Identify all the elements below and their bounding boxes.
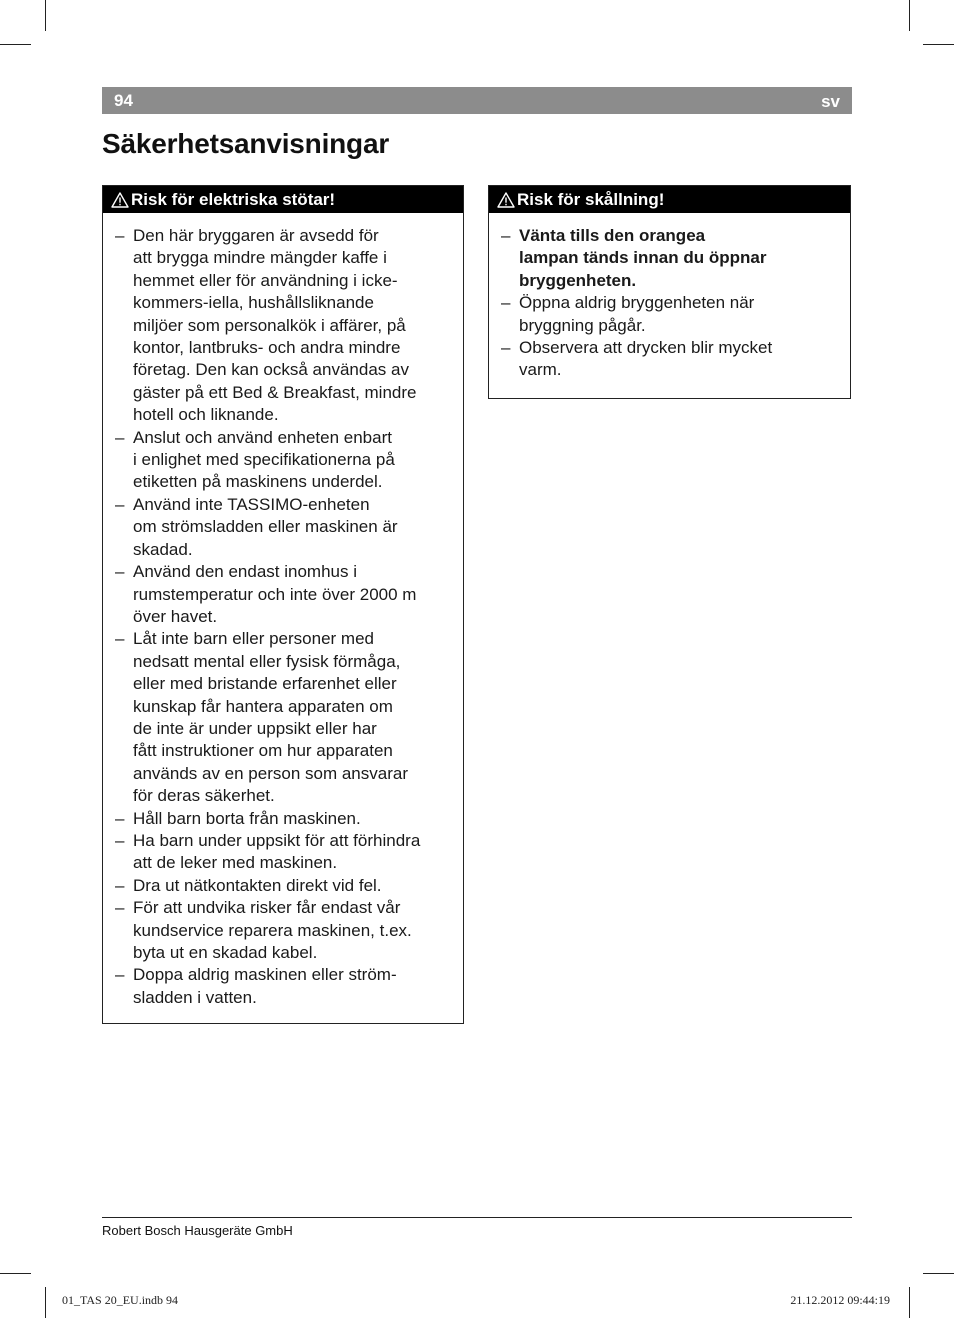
- list-item-text: Dra ut nätkontakten direkt vid fel.: [133, 875, 382, 895]
- page-title: Säkerhetsanvisningar: [102, 128, 390, 159]
- list-item-text: Doppa aldrig maskinen eller ström- sladden i vatten.: [133, 965, 397, 1007]
- bullet-dash: –: [115, 562, 125, 582]
- crop-mark: [45, 1287, 46, 1318]
- crop-mark: [45, 0, 46, 31]
- bullet-dash: –: [115, 226, 125, 245]
- warning-list: [103, 213, 463, 1009]
- footer-divider: [102, 1217, 852, 1218]
- list-item-text: Använd den endast inomhus i rumstemperatur och inte över 2000 m över havet.: [133, 562, 417, 626]
- warning-box-heading: [103, 186, 463, 213]
- list-item: [115, 494, 453, 561]
- footer-company: Robert Bosch Hausgeräte GmbH: [102, 1223, 293, 1238]
- warning-list: [489, 213, 850, 382]
- language-code: sv: [821, 92, 840, 111]
- bullet-dash: –: [115, 898, 125, 918]
- print-file-info: 01_TAS 20_EU.indb 94: [62, 1293, 179, 1307]
- bullet-dash: –: [115, 427, 125, 447]
- bullet-dash: –: [501, 293, 511, 313]
- list-item: [115, 427, 453, 494]
- warning-box-electric-shock: [102, 185, 464, 1024]
- list-item-text: Ha barn under uppsikt för att förhindra att de leker med maskinen.: [133, 830, 421, 873]
- crop-mark: [0, 44, 31, 45]
- bullet-dash: –: [501, 226, 511, 245]
- crop-mark: [909, 1287, 910, 1318]
- list-item: [115, 628, 453, 807]
- list-item: [115, 897, 453, 964]
- page-number: 94: [114, 91, 133, 110]
- list-item: [115, 225, 453, 427]
- bullet-dash: –: [115, 808, 125, 828]
- list-item-text: Använd inte TASSIMO-enheten om strömsladden eller maskinen är skadad.: [133, 494, 398, 559]
- list-item: [115, 830, 453, 875]
- warning-heading-text: Risk för elektriska stötar!: [131, 190, 336, 209]
- crop-mark: [923, 1273, 954, 1274]
- bullet-dash: –: [115, 965, 125, 985]
- list-item: [501, 225, 840, 292]
- print-date-info: 21.12.2012 09:44:19: [790, 1293, 890, 1307]
- list-item-text: Den här bryggaren är avsedd för att brygga mindre mängder kaffe i hemmet eller för användning i icke- kommers-iella, hushållsliknande miljöer som personalkök i affärer, på kontor, lantbruks- och andra mindre företag. Den kan också användas av gäster på ett Bed & Breakfast, mindre hotell och liknande.: [133, 226, 417, 425]
- bullet-dash: –: [501, 338, 511, 358]
- crop-mark: [923, 44, 954, 45]
- list-item: [501, 337, 840, 382]
- warning-triangle-icon: [111, 192, 129, 208]
- list-item: [115, 561, 453, 628]
- list-item: [501, 292, 840, 337]
- list-item: [115, 808, 453, 830]
- warning-triangle-icon: [497, 192, 515, 208]
- page-header-bar: [102, 87, 852, 114]
- bullet-dash: –: [115, 494, 125, 514]
- list-item-text: Anslut och använd enheten enbart i enlighet med specifikationerna på etiketten på maskinens underdel.: [133, 427, 395, 492]
- list-item-text: Håll barn borta från maskinen.: [133, 808, 361, 828]
- list-item-text: Låt inte barn eller personer med nedsatt mental eller fysisk förmåga, eller med bristande erfarenhet eller kunskap får hantera apparaten om de inte är under uppsikt eller har fått instruktioner om hur apparaten används av en person som ansvarar för deras säkerhet.: [133, 629, 408, 806]
- bullet-dash: –: [115, 830, 125, 850]
- bullet-dash: –: [115, 875, 125, 895]
- list-item-text: Vänta tills den orangea lampan tänds innan du öppnar bryggenheten.: [519, 226, 767, 290]
- crop-mark: [909, 0, 910, 31]
- bullet-dash: –: [115, 629, 125, 649]
- list-item-text: Öppna aldrig bryggenheten när bryggning pågår.: [519, 293, 755, 335]
- warning-box-heading: [489, 186, 850, 213]
- list-item-text: Observera att drycken blir mycket varm.: [519, 338, 773, 380]
- list-item: [115, 964, 453, 1009]
- list-item: [115, 875, 453, 897]
- crop-mark: [0, 1273, 31, 1274]
- warning-heading-text: Risk för skållning!: [517, 190, 665, 209]
- warning-box-scalding: [488, 185, 851, 399]
- list-item-text: För att undvika risker får endast vår kundservice reparera maskinen, t.ex. byta ut en skadad kabel.: [133, 898, 412, 962]
